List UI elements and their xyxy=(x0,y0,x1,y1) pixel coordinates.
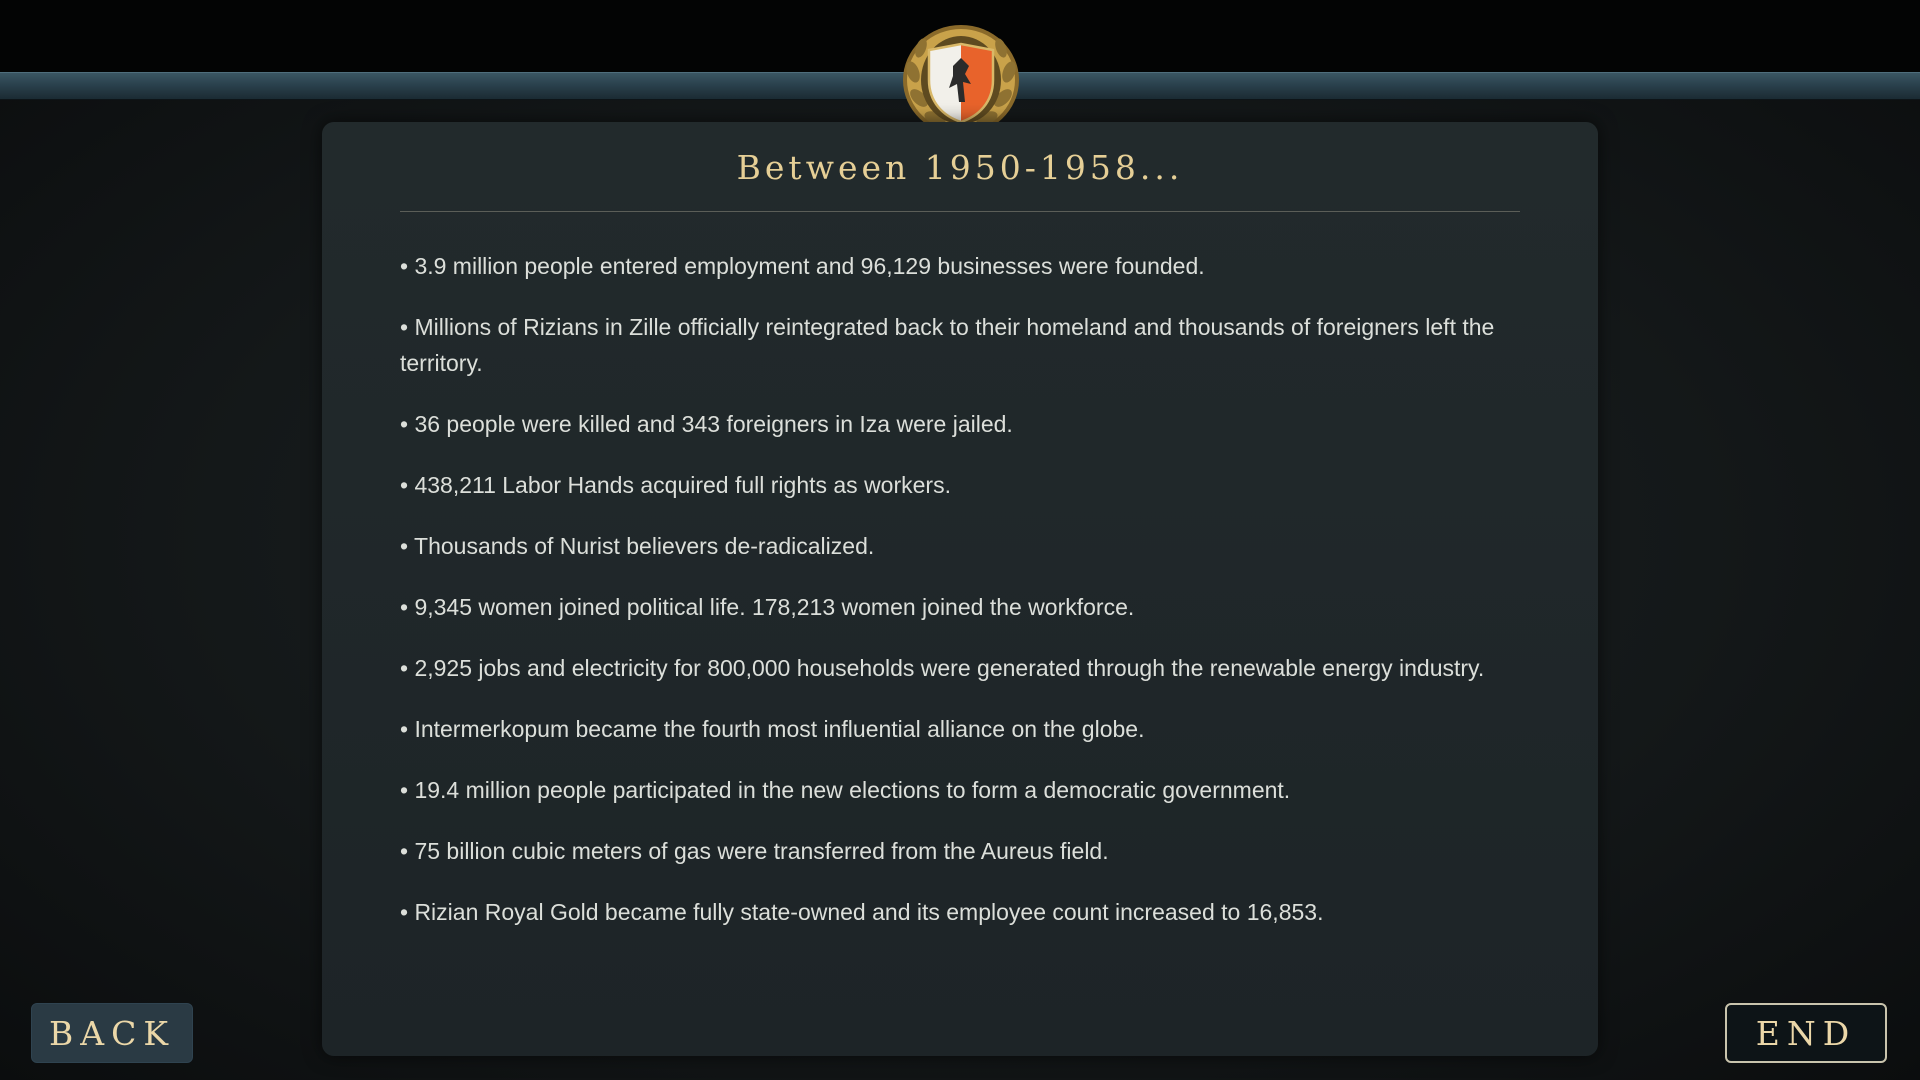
back-button[interactable]: BACK xyxy=(31,1003,193,1063)
summary-item: • 19.4 million people participated in the new elections to form a democratic government. xyxy=(400,777,1291,803)
summary-item: • Thousands of Nurist believers de-radicalized. xyxy=(400,533,875,559)
summary-item: • 75 billion cubic meters of gas were transferred from the Aureus field. xyxy=(400,838,1109,864)
summary-item: • Intermerkopum became the fourth most influential alliance on the globe. xyxy=(400,716,1145,742)
summary-item: • 36 people were killed and 343 foreigners in Iza were jailed. xyxy=(400,411,1013,437)
summary-item: • 9,345 women joined political life. 178,213 women joined the workforce. xyxy=(400,594,1135,620)
summary-item: • Rizian Royal Gold became fully state-owned and its employee count increased to 16,853. xyxy=(400,899,1324,925)
summary-item: • Millions of Rizians in Zille officially reintegrated back to their homeland and thousands of foreigners left the territory. xyxy=(400,314,1495,376)
panel-title: Between 1950-1958... xyxy=(736,148,1184,187)
summary-item: • 2,925 jobs and electricity for 800,000 households were generated through the renewable energy industry. xyxy=(400,655,1485,681)
summary-list xyxy=(400,248,1520,955)
summary-item: • 3.9 million people entered employment and 96,129 businesses were founded. xyxy=(400,253,1205,279)
title-divider xyxy=(400,211,1520,212)
end-button[interactable]: END xyxy=(1725,1003,1887,1063)
summary-item: • 438,211 Labor Hands acquired full rights as workers. xyxy=(400,472,951,498)
crest-emblem-icon xyxy=(899,22,1023,138)
